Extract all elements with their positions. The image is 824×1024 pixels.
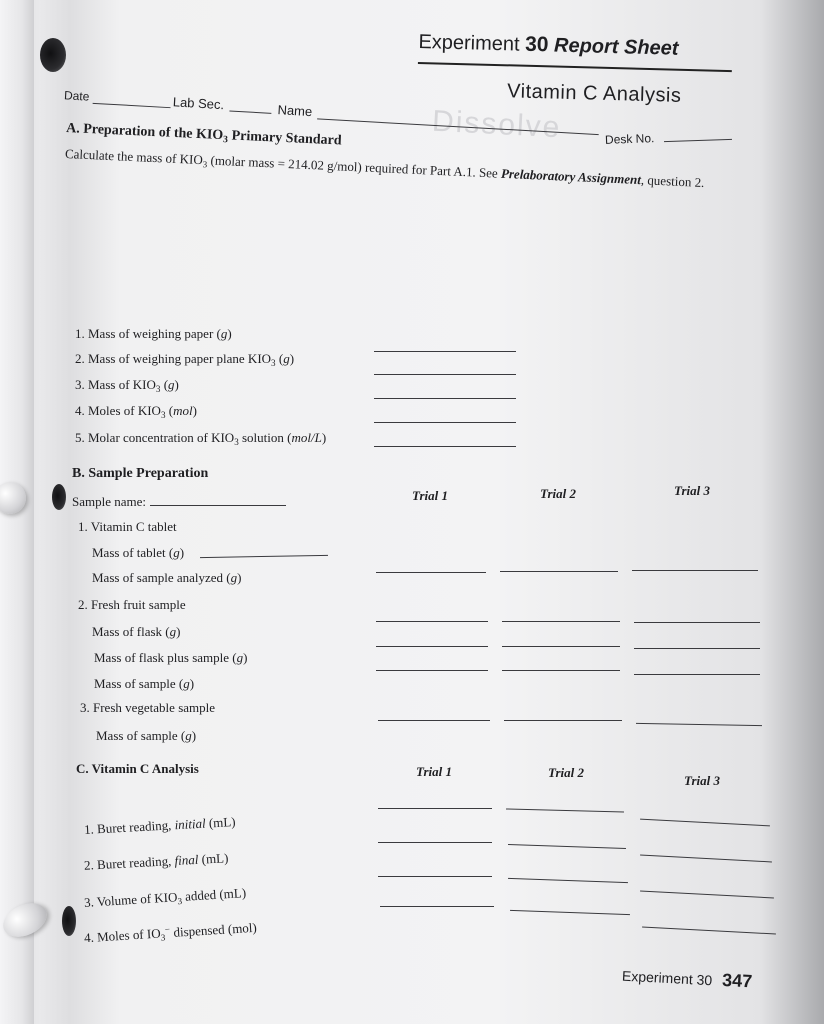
buret-final-trial-2[interactable] (508, 878, 628, 883)
moles-io3-dispensed-label: 4. Moles of $IO_3^-$ dispensed (mol) (83, 919, 258, 946)
bleed-through-shadow: Dissolve (431, 104, 563, 145)
mass-sample-vegetable-label: Mass of sample (g) (96, 728, 197, 743)
molar-concentration-label: 5. Molar concentration of $KIO_3$ solution (mol/L) (75, 430, 327, 447)
page-footer: Experiment 30 347 (621, 967, 753, 992)
mass-sample-analyzed-trial-1[interactable] (376, 572, 486, 573)
buret-initial-trial-1[interactable] (378, 842, 492, 843)
mass-sample-vegetable-trial-2[interactable] (504, 720, 622, 721)
lab-sec-label: Lab Sec. (172, 94, 225, 113)
mass-paper-plus-kio3-field[interactable] (374, 374, 516, 375)
mass-flask-plus-sample-label: Mass of flask plus sample (g) (94, 650, 248, 665)
name-label: Name (277, 102, 313, 120)
section-c-trial-1-header: Trial 1 (416, 764, 452, 779)
section-c-trial-2-header: Trial 2 (548, 765, 584, 780)
section-b-heading: B. Sample Preparation (72, 466, 209, 481)
mass-flask-label: Mass of flask (g) (92, 624, 181, 639)
mass-sample-vegetable-trial-3[interactable] (636, 723, 762, 726)
fresh-fruit-sample-label: 2. Fresh fruit sample (78, 597, 186, 612)
buret-reading-final-label: 2. Buret reading, final (mL) (83, 850, 229, 873)
buret-initial-trial-2[interactable] (508, 844, 626, 849)
buret-initial-trial-2-top[interactable] (506, 808, 624, 812)
mass-tablet-field[interactable] (200, 555, 328, 558)
mass-flask-plus-sample-trial-1[interactable] (376, 646, 488, 647)
mass-tablet-label: Mass of tablet (g) (92, 545, 185, 560)
mass-kio3-field[interactable] (374, 398, 516, 399)
vitamin-c-tablet-label: 1. Vitamin C tablet (78, 519, 177, 534)
mass-weighing-paper-label: 1. Mass of weighing paper (g) (75, 326, 232, 341)
moles-kio3-field[interactable] (374, 422, 516, 423)
volume-kio3-trial-1[interactable] (380, 906, 494, 907)
fresh-vegetable-sample-label: 3. Fresh vegetable sample (80, 700, 216, 715)
section-c-heading: C. Vitamin C Analysis (76, 761, 199, 776)
buret-initial-trial-1-top[interactable] (378, 808, 492, 809)
section-c-trial-3-header: Trial 3 (684, 773, 720, 788)
section-b-trial-1-header: Trial 1 (412, 488, 448, 503)
volume-kio3-trial-3[interactable] (642, 926, 776, 934)
desk-no-label: Desk No. (604, 131, 655, 147)
mass-flask-trial-3[interactable] (634, 622, 760, 623)
section-a (0, 0, 824, 274)
moles-kio3-label: 4. Moles of $KIO_3$ (mol) (75, 403, 197, 420)
date-label: Date (63, 88, 90, 104)
mass-sample-analyzed-trial-3[interactable] (632, 570, 758, 571)
mass-sample-fruit-trial-2[interactable] (502, 670, 620, 671)
mass-sample-fruit-trial-3[interactable] (634, 674, 760, 675)
sample-name-field[interactable] (150, 505, 286, 506)
mass-flask-plus-sample-trial-3[interactable] (634, 648, 760, 649)
buret-reading-initial-label: 1. Buret reading, initial (mL) (83, 814, 236, 837)
mass-flask-trial-2[interactable] (502, 621, 620, 622)
mass-sample-fruit-trial-1[interactable] (376, 670, 488, 671)
buret-final-trial-1[interactable] (378, 876, 492, 877)
buret-initial-trial-3-top[interactable] (640, 819, 770, 827)
mass-sample-analyzed-trial-2[interactable] (500, 571, 618, 572)
molar-concentration-field[interactable] (374, 446, 516, 447)
volume-kio3-trial-2[interactable] (510, 910, 630, 915)
mass-kio3-label: 3. Mass of $KIO_3$ (g) (75, 377, 179, 394)
section-b-trial-3-header: Trial 3 (674, 483, 710, 498)
mass-sample-analyzed-label: Mass of sample analyzed (g) (92, 570, 242, 585)
experiment-subtitle: Vitamin C Analysis (506, 80, 682, 107)
mass-sample-fruit-label: Mass of sample (g) (94, 676, 195, 691)
buret-final-trial-3[interactable] (640, 890, 774, 898)
mass-weighing-paper-field[interactable] (374, 351, 516, 352)
mass-sample-vegetable-trial-1[interactable] (378, 720, 490, 721)
sample-name-label: Sample name: (72, 494, 147, 509)
section-a-heading: A. Preparation of the $KIO_3$ Primary Standard (65, 121, 342, 149)
mass-flask-plus-sample-trial-2[interactable] (502, 646, 620, 647)
section-b-trial-2-header: Trial 2 (540, 486, 576, 501)
mass-flask-trial-1[interactable] (376, 621, 488, 622)
experiment-title: Experiment 30 Report Sheet (418, 30, 679, 60)
mass-paper-plus-kio3-label: 2. Mass of weighing paper plane $KIO_3$ (g) (75, 351, 295, 368)
buret-initial-trial-3[interactable] (640, 855, 772, 863)
section-a-instructions: Calculate the mass of $KIO_3$ (molar mass = 214.02 g/mol) required for Part A.1. See Prelaboratory Assignment, question 2. (64, 145, 705, 191)
volume-kio3-added-label: 3. Volume of $KIO_3$ added (mL) (83, 885, 247, 910)
